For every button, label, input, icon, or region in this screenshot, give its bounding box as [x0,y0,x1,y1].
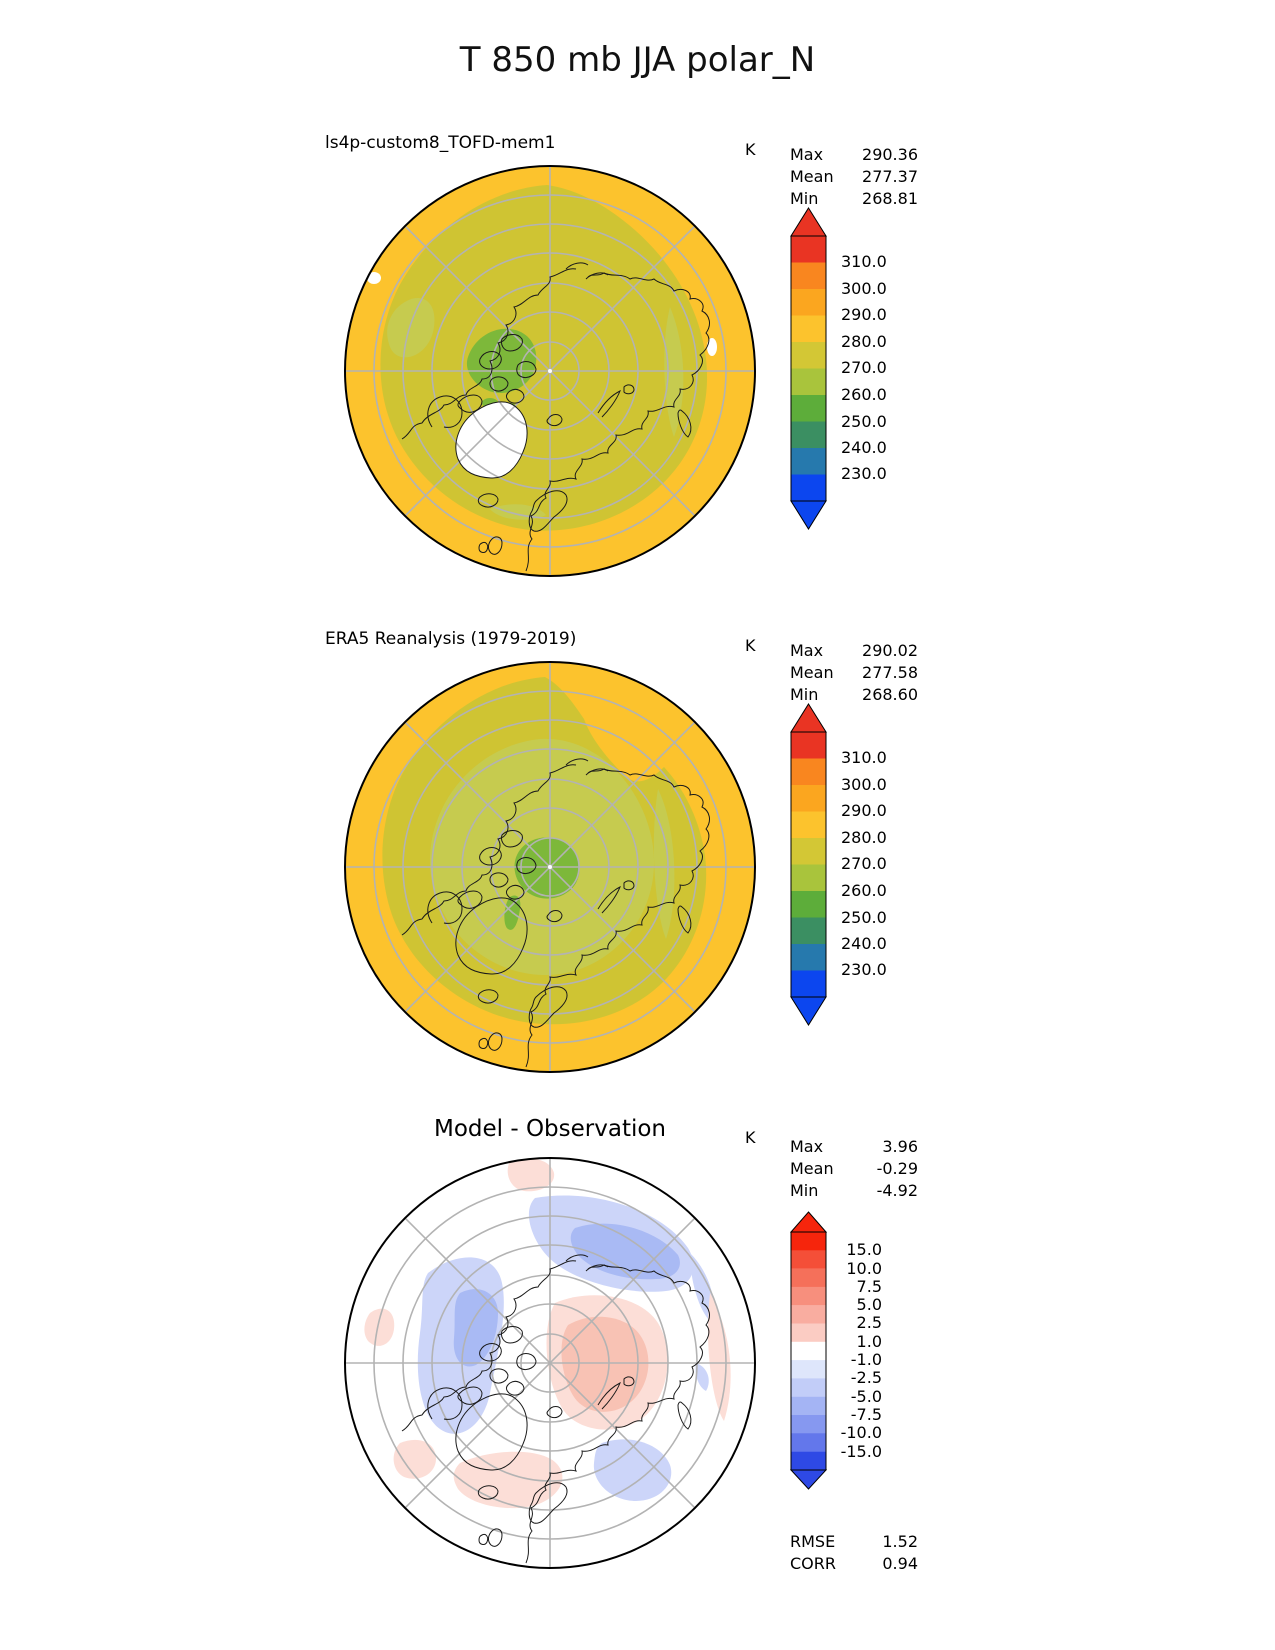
stat-row [790,1180,918,1202]
pole-dot [548,865,552,869]
colorbar-tick: 260.0 [841,385,887,404]
colorbar-band [791,342,826,369]
pole-dot [548,369,552,373]
colorbar-band [791,316,826,343]
metric-label: CORR [790,1554,836,1573]
metric-value: 1.52 [882,1532,918,1551]
colorbar-band [791,448,826,475]
colorbar-arrow-bottom [791,501,826,529]
stat-value: 290.36 [862,145,918,164]
colorbar-band [791,1378,826,1397]
stat-value: 268.81 [862,189,918,208]
panel2-unit-label: K [745,636,756,655]
stat-value: -4.92 [876,1181,918,1200]
colorbar-tick: 5.0 [856,1295,882,1314]
colorbar-tick: 260.0 [841,881,887,900]
colorbar-band [791,1269,826,1288]
colorbar-tick: 270.0 [841,358,887,377]
stat-label: Min [790,685,819,704]
panel3-title: Model - Observation [433,1116,667,1142]
colorbar-tick: 290.0 [841,801,887,820]
stat-row [790,662,918,684]
stat-value: 268.60 [862,685,918,704]
colorbar-tick: -7.5 [850,1405,882,1424]
colorbar-band [791,785,826,812]
colorbar-band [791,395,826,422]
stat-value: 277.37 [862,167,918,186]
colorbar-band [791,891,826,918]
panel1-stats [790,144,918,210]
stat-label: Max [790,641,824,660]
colorbar-arrow-top [791,1212,826,1232]
colorbar-band [791,971,826,998]
colorbar-tick: 310.0 [841,252,887,271]
map-fill-layer [340,161,760,581]
polar-map-obs [340,657,760,1077]
stat-value: 3.96 [882,1137,918,1156]
colorbar-tick: 300.0 [841,775,887,794]
colorbar-tick: 270.0 [841,854,887,873]
colorbar-band [791,918,826,945]
page-title: T 850 mb JJA polar_N [459,40,816,80]
map-fill-layer [340,657,760,1077]
colorbar-tick: 230.0 [841,464,887,483]
colorbar-tick: 230.0 [841,960,887,979]
colorbar-tick: 300.0 [841,279,887,298]
colorbar-arrow-top [791,704,826,732]
colorbar-tick: 280.0 [841,332,887,351]
colorbar-tick: 310.0 [841,748,887,767]
colorbar-tick: 7.5 [856,1277,882,1296]
stat-value: -0.29 [876,1159,918,1178]
stat-label: Min [790,1181,819,1200]
colorbar-band [791,263,826,290]
colorbar-diff [790,1211,827,1491]
panel3-unit-label: K [745,1128,756,1147]
colorbar-arrow-bottom [791,1470,826,1489]
colorbar-band [791,732,826,759]
stat-value: 290.02 [862,641,918,660]
colorbar-band [791,1250,826,1269]
colorbar-band [791,944,826,971]
colorbar-tick: 1.0 [856,1332,882,1351]
colorbar-band [791,289,826,316]
stat-label: Mean [790,1159,834,1178]
panel2-stats [790,640,918,706]
stat-label: Min [790,189,819,208]
map-fill-layer [340,1153,760,1573]
colorbar-band [791,812,826,839]
colorbar-band [791,865,826,892]
stat-row [790,640,918,662]
colorbar-band [791,1305,826,1324]
colorbar-tick: 290.0 [841,305,887,324]
panel3-metrics [790,1531,918,1575]
colorbar-band [791,475,826,502]
panel1-unit-label: K [745,140,756,159]
panel1-subtitle: ls4p-custom8_TOFD-mem1 [325,133,556,153]
colorbar-band [791,1452,826,1470]
colorbar-band [791,369,826,396]
stat-label: Max [790,1137,824,1156]
colorbar-band [791,1342,826,1361]
colorbar-band [791,838,826,865]
metric-row [790,1531,918,1553]
colorbar-obs [790,703,827,1033]
stat-value: 277.58 [862,663,918,682]
colorbar-tick: -1.0 [850,1350,882,1369]
colorbar-arrow-top [791,208,826,236]
stat-label: Mean [790,167,834,186]
colorbar-band [791,1232,826,1251]
stat-row [790,144,918,166]
colorbar-tick: 10.0 [846,1259,882,1278]
colorbar-band [791,1415,826,1434]
colorbar-model [790,207,827,537]
colorbar-tick: -5.0 [850,1387,882,1406]
colorbar-band [791,1324,826,1343]
colorbar-band [791,236,826,263]
colorbar-tick: 2.5 [856,1313,882,1332]
colorbar-band [791,759,826,786]
colorbar-tick: -10.0 [840,1423,882,1442]
stat-row [790,1136,918,1158]
colorbar-band [791,1360,826,1379]
colorbar-band [791,1433,826,1452]
stat-row [790,1158,918,1180]
colorbar-tick: -2.5 [850,1368,882,1387]
polar-map-diff [340,1153,760,1573]
metric-value: 0.94 [882,1554,918,1573]
colorbar-tick: 240.0 [841,934,887,953]
stat-label: Max [790,145,824,164]
anomaly-pink [561,1317,648,1412]
colorbar-tick: 240.0 [841,438,887,457]
colorbar-band [791,422,826,449]
colorbar-tick: 15.0 [846,1240,882,1259]
metric-label: RMSE [790,1532,836,1551]
panel2-subtitle: ERA5 Reanalysis (1979-2019) [325,629,577,649]
colorbar-tick: 250.0 [841,908,887,927]
panel3-stats [790,1136,918,1202]
colorbar-arrow-bottom [791,997,826,1025]
polar-map-model [340,161,760,581]
stat-row [790,166,918,188]
stat-label: Mean [790,663,834,682]
colorbar-band [791,1397,826,1416]
colorbar-tick: 250.0 [841,412,887,431]
colorbar-tick: 280.0 [841,828,887,847]
graticule [344,1157,756,1569]
colorbar-band [791,1287,826,1306]
metric-row [790,1553,918,1575]
colorbar-tick: -15.0 [840,1442,882,1461]
